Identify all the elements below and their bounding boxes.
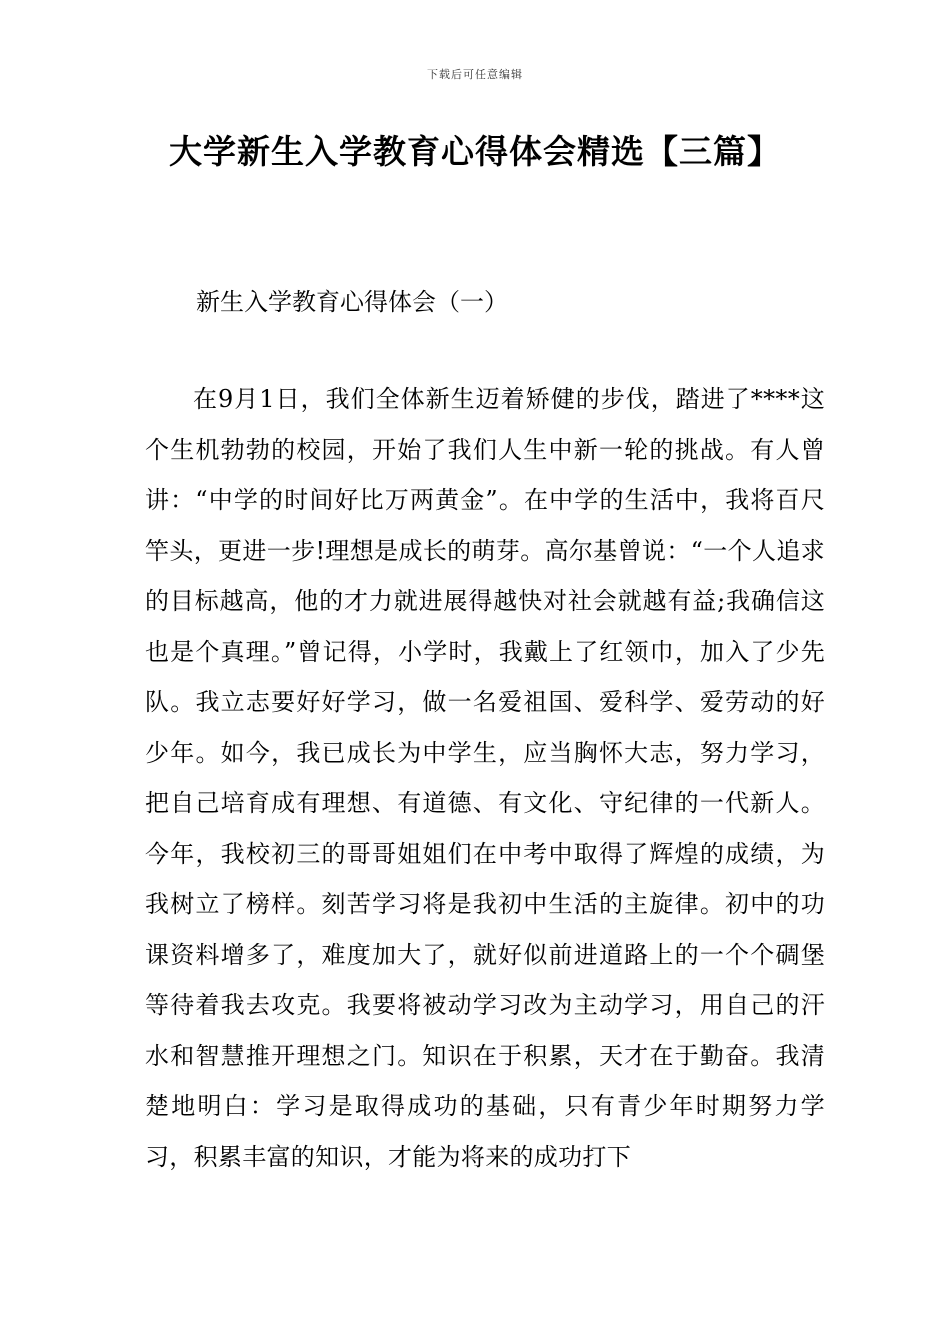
body-paragraph: 在9月1日，我们全体新生迈着矫健的步伐，踏进了****这个生机勃勃的校园，开始了我们人生中新一轮的挑战。有人曾讲：“中学的时间好比万两黄金”。在中学的生活中，我将百尺竿头，更进一步!理想是成长的萌芽。高尔基曾说：“一个人追求的目标越高，他的才力就进展得越快对社会就越有益;我确信这也是个真理。”曾记得，小学时，我戴上了红领巾，加入了少先队。我立志要好好学习，做一名爱祖国、爱科学、爱劳动的好少年。如今，我已成长为中学生，应当胸怀大志，努力学习，把自己培育成有理想、有道德、有文化、守纪律的一代新人。今年，我校初三的哥哥姐姐们在中考中取得了辉煌的成绩，为我树立了榜样。刻苦学习将是我初中生活的主旋律。初中的功课资料增多了，难度加大了，就好似前进道路上的一个个碉堡等待着我去攻克。我要将被动学习改为主动学习，用自己的汗水和智慧推开理想之门。知识在于积累，天才在于勤奋。我清楚地明白：学习是取得成功的基础，只有青少年时期努力学习，积累丰富的知识，才能为将来的成功打下: [145, 385, 825, 1171]
page-header-note: 下载后可任意编辑: [427, 68, 523, 81]
section-heading: 新生入学教育心得体会（一）: [196, 288, 508, 316]
document-title: 大学新生入学教育心得体会精选【三篇】: [169, 132, 781, 171]
